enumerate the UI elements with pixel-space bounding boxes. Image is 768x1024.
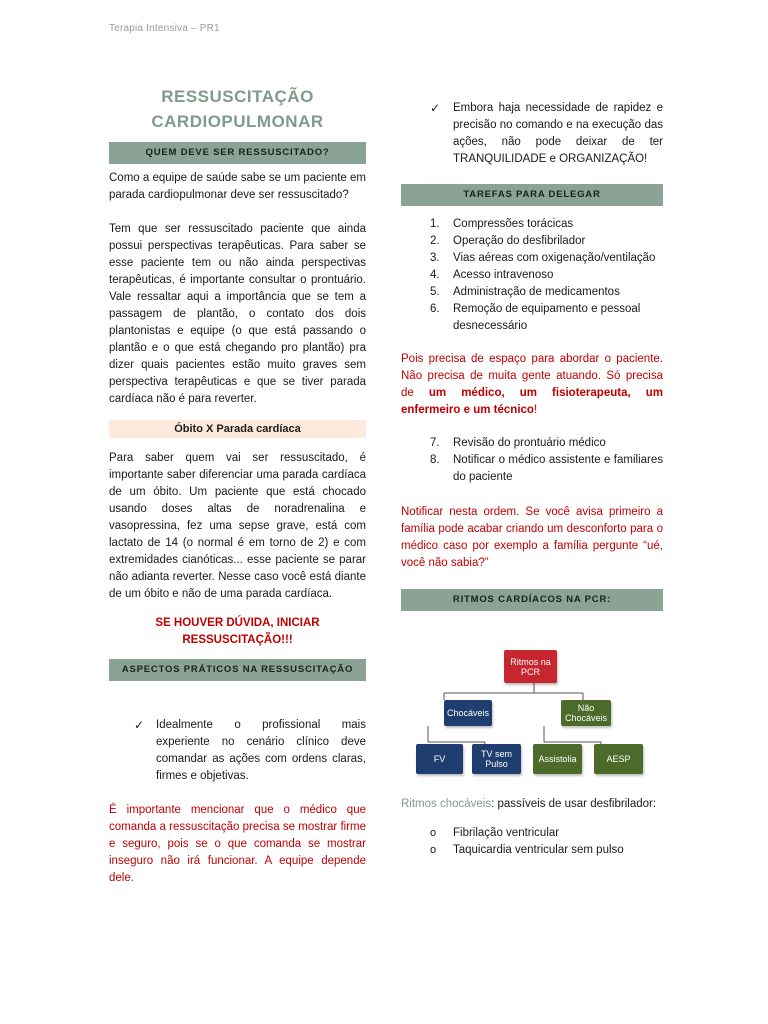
paragraph-perspectivas: Tem que ser ressuscitado paciente que ainda possui perspectivas terapêuticas. Para saber se esse paciente tem ou não ainda perspectivas terapêuticas, é importante consultar o prontuário. Vale ressaltar aqui a importância que se tem a passagem de plantão, o contato dos dois plantonistas e equipe (o que está passando o plantão e o que está chegando pro plantão) pra dizer quais pacientes estão muito graves sem perspectiva terapêuticas e que se tiver parada cardíaca não é para reverter. xyxy=(109,223,366,405)
paragraph-notificar-ordem: Notificar nesta ordem. Se você avisa primeiro a família pode acabar criando um desconforto para o médico caso por exemplo a família pergunte “ué, você não sabia?” xyxy=(401,506,663,569)
connector-left xyxy=(428,726,485,744)
list-item xyxy=(401,452,663,486)
paragraph-text: Pois precisa de espaço para abordar o paciente. Não precisa de muita gente atuando. Só precisa de xyxy=(401,353,663,399)
alert-line-1: SE HOUVER DÚVIDA, INICIAR xyxy=(155,617,320,629)
right-column xyxy=(401,100,663,859)
subheading-obito-parada: Óbito X Parada cardíaca xyxy=(109,420,366,438)
connector-root xyxy=(444,683,583,700)
paragraph-obito: Para saber quem vai ser ressuscitado, é importante saber diferenciar uma parada cardíaca de um óbito. Um paciente que está chocado usando doses altas de noradrenalina e vasopressina, fez uma sepse grave, está com lactato de 14 (o normal é em torno de 2) e com extremidades cianóticas... esse paciente se parar não adianta reverter. Nesse caso você está diante de um óbito e não de uma parada cardíaca. xyxy=(109,452,366,600)
node-assistolia: Assistolia xyxy=(533,744,582,774)
title-line-1: RESSUSCITAÇÃO xyxy=(161,87,314,106)
ritmos-diagram xyxy=(401,644,663,794)
node-nao-chocaveis: Não Chocáveis xyxy=(561,700,611,726)
list-number: 4. xyxy=(430,269,440,281)
section-heading-ritmos: RITMOS CARDÍACOS NA PCR: xyxy=(401,589,663,611)
list-number: 3. xyxy=(430,252,440,264)
node-root: Ritmos na PCR xyxy=(504,650,557,683)
list-item-text: Taquicardia ventricular sem pulso xyxy=(453,844,624,856)
list-number: 6. xyxy=(430,303,440,315)
checklist-tranquilidade xyxy=(401,100,663,168)
list-item-text: Operação do desfibrilador xyxy=(453,235,586,247)
check-icon: ✓ xyxy=(430,101,441,115)
list-item xyxy=(401,284,663,301)
running-header: Terapia Intensiva – PR1 xyxy=(109,23,220,34)
paragraph-espaco xyxy=(401,351,663,419)
circle-bullet-icon: o xyxy=(430,827,437,839)
list-item-text: Vias aéreas com oxigenação/ventilação xyxy=(453,252,656,264)
list-item-text: Revisão do prontuário médico xyxy=(453,437,606,449)
list-item-text: Administração de medicamentos xyxy=(453,286,620,298)
paragraph-ritmos-chocaveis xyxy=(401,796,663,813)
rhythm-list xyxy=(401,825,663,859)
node-tv-sem-pulso: TV sem Pulso xyxy=(472,744,521,774)
paragraph-question: Como a equipe de saúde sabe se um paciente em parada cardiopulmonar deve ser ressuscitado? xyxy=(109,172,366,201)
paragraph-text: ! xyxy=(533,404,538,416)
list-number: 8. xyxy=(430,454,440,466)
circle-bullet-icon: o xyxy=(430,844,437,856)
task-list-continued xyxy=(401,435,663,486)
list-item-text: Compressões torácicas xyxy=(453,218,574,230)
section-heading-quem-ressuscitar: QUEM DEVE SER RESSUSCITADO? xyxy=(109,142,366,164)
list-number: 7. xyxy=(430,437,440,449)
list-item xyxy=(401,233,663,250)
list-item xyxy=(401,825,663,842)
task-list xyxy=(401,216,663,335)
connector-right xyxy=(544,726,601,744)
node-fv: FV xyxy=(416,744,463,774)
node-aesp: AESP xyxy=(594,744,643,774)
alert-iniciar-rcp xyxy=(109,615,366,649)
list-number: 5. xyxy=(430,286,440,298)
checklist-aspectos xyxy=(109,717,366,785)
list-item xyxy=(401,842,663,859)
list-number: 1. xyxy=(430,218,440,230)
section-heading-tarefas: TAREFAS PARA DELEGAR xyxy=(401,184,663,206)
paragraph-medico-firme: É importante mencionar que o médico que comanda a ressuscitação precisa se mostrar firme e seguro, pois se o que comanda se mostrar inseguro não irá funcionar. A equipe depende dele. xyxy=(109,804,366,884)
term-ritmos-chocaveis: Ritmos chocáveis xyxy=(401,798,492,810)
check-icon: ✓ xyxy=(134,718,145,732)
list-item-text: Fibrilação ventricular xyxy=(453,827,560,839)
list-item xyxy=(401,100,663,168)
list-item-text: Embora haja necessidade de rapidez e precisão no comando e na execução das ações, não pode deixar de ter TRANQUILIDADE e ORGANIZAÇÃO! xyxy=(453,102,663,165)
paragraph-emphasis: um médico, um fisioterapeuta, um enfermeiro e um técnico xyxy=(401,387,663,416)
list-item xyxy=(109,717,366,785)
list-number: 2. xyxy=(430,235,440,247)
list-item xyxy=(401,301,663,335)
list-item-text: Notificar o médico assistente e familiares do paciente xyxy=(453,454,663,483)
list-item xyxy=(401,216,663,233)
node-chocaveis: Chocáveis xyxy=(444,700,492,726)
list-item xyxy=(401,435,663,452)
list-item xyxy=(401,250,663,267)
title-line-2: CARDIOPULMONAR xyxy=(151,112,324,131)
alert-line-2: RESSUSCITAÇÃO!!! xyxy=(182,634,293,646)
paragraph-text: : passíveis de usar desfibrilador: xyxy=(491,798,657,810)
list-item-text: Acesso intravenoso xyxy=(453,269,554,281)
section-heading-aspectos-praticos: ASPECTOS PRÁTICOS NA RESSUSCITAÇÃO xyxy=(109,659,366,681)
list-item xyxy=(401,267,663,284)
left-column xyxy=(109,84,366,887)
page-title xyxy=(109,84,366,134)
list-item-text: Remoção de equipamento e pessoal desnecessário xyxy=(453,303,641,332)
list-item-text: Idealmente o profissional mais experiente no cenário clínico deve comandar as ações com ordens claras, firmes e objetivas. xyxy=(156,719,366,782)
